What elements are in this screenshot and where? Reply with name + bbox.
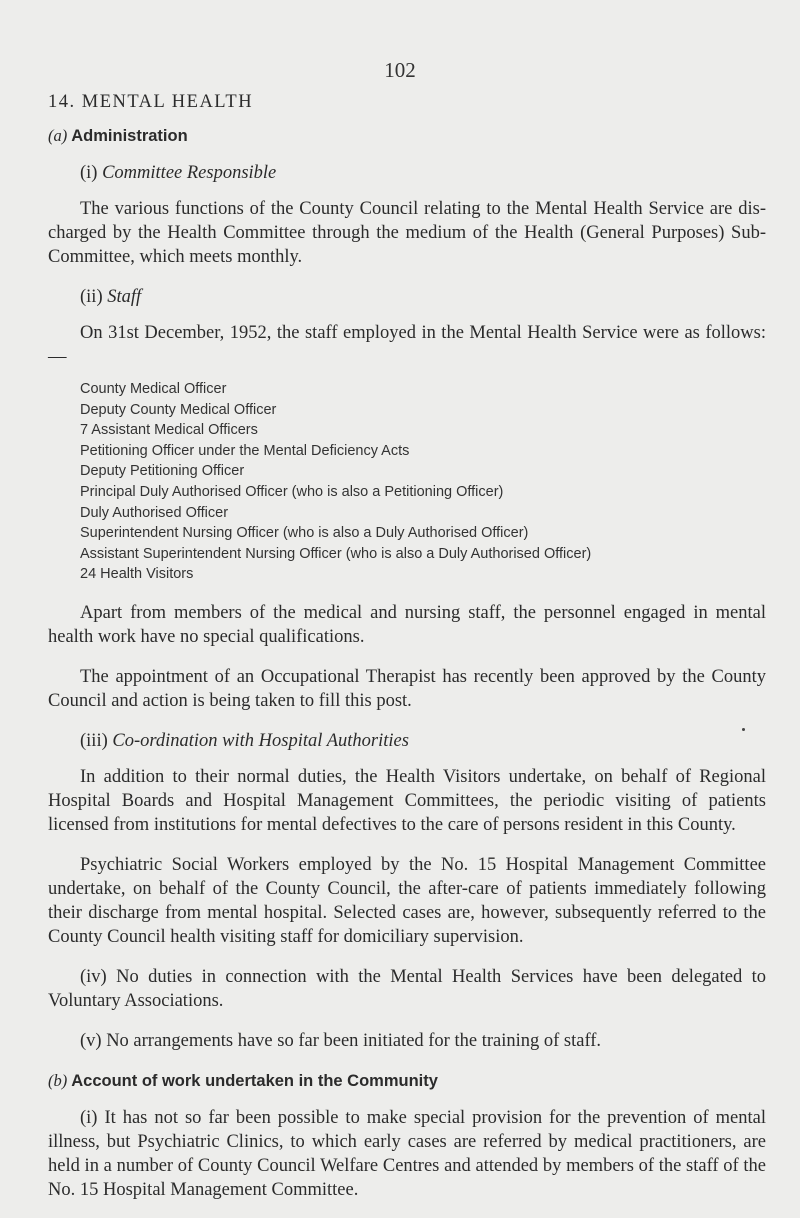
- staff-list-item: Principal Duly Authorised Officer (who is also a Petitioning Officer): [80, 483, 504, 500]
- paragraph-staff-qualifications: Apart from members of the medical and nursing staff, the personnel engaged in mental health work have no special qualifications.: [48, 602, 766, 647]
- staff-list-item: Superintendent Nursing Officer (who is also a Duly Authorised Officer): [80, 525, 529, 542]
- subsection-heading-administration: [48, 124, 766, 148]
- staff-list-item: 24 Health Visitors: [80, 566, 194, 583]
- staff-list-item: County Medical Officer: [80, 381, 227, 397]
- subsection-heading-text: Administration: [71, 127, 188, 145]
- subheading-committee: [80, 161, 766, 185]
- subheading-numeral: (i): [80, 163, 98, 183]
- subsection-letter: (a): [48, 126, 68, 145]
- staff-list-item: Duly Authorised Officer: [80, 504, 229, 521]
- staff-list-item: Deputy Petitioning Officer: [80, 463, 245, 480]
- subheading-title: Staff: [107, 287, 142, 307]
- subsection-heading-text: Account of work undertaken in the Community: [71, 1071, 438, 1090]
- subheading-numeral: (ii): [80, 287, 103, 307]
- print-speck: [742, 728, 745, 731]
- page-number: 102: [384, 58, 416, 82]
- staff-list: [80, 379, 766, 585]
- subheading-title: Co-ordination with Hospital Authorities: [112, 730, 409, 751]
- subheading-title: Committee Responsible: [102, 163, 277, 183]
- paragraph-psychiatric-social-workers: Psychiatric Social Workers employed by the No. 15 Hospital Management Committee undertake, on behalf of the County Council, the after-care of patients immediately following their discharge from mental hospital. Selected cases are, however, subsequently referred to the County Council health visiting staff for domiciliary supervision.: [48, 854, 766, 947]
- paragraph-occupational-therapist: The appointment of an Occupational Therapist has recently been approved by the County Council and action is being taken to fill this post.: [48, 666, 766, 711]
- paragraph-health-visitors: In addition to their normal duties, the Health Visitors undertake, on behalf of Regional Hospital Boards and Hospital Management Committees, the periodic visiting of patients licensed from institutions for mental defectives to the care of persons resident in this County.: [48, 766, 766, 835]
- staff-list-item: Deputy County Medical Officer: [80, 401, 277, 418]
- paragraph-training: (v) No arrangements have so far been initiated for the training of staff.: [80, 1030, 602, 1051]
- staff-list-item: Petitioning Officer under the Mental Deficiency Acts: [80, 442, 410, 459]
- subheading-staff: [80, 285, 766, 309]
- paragraph-committee: The various functions of the County Council relating to the Mental Health Service are dis-charged by the Health Committee through the medium of the Health (General Purposes) Sub-Committee, which meets monthly.: [48, 199, 766, 267]
- paragraph-staff-intro: On 31st December, 1952, the staff employed in the Mental Health Service were as follows:—: [48, 323, 766, 367]
- subheading-numeral: (iii): [80, 730, 108, 751]
- section-title: 14. MENTAL HEALTH: [48, 92, 254, 112]
- subsection-letter: (b): [48, 1070, 68, 1090]
- document-body: [48, 90, 766, 1218]
- paragraph-voluntary-associations: (iv) No duties in connection with the Mental Health Services have been delegated to Voluntary Associations.: [48, 966, 766, 1011]
- staff-list-item: 7 Assistant Medical Officers: [80, 422, 258, 439]
- staff-list-item: Assistant Superintendent Nursing Officer (who is also a Duly Authorised Officer): [80, 545, 592, 562]
- paragraph-psychiatric-clinics: (i) It has not so far been possible to make special provision for the prevention of mental illness, but Psychiatric Clinics, to which early cases are referred by medical practitioners, are held in a number of County Council Welfare Centres and attended by members of the staff of the No. 15 Hospital Management Committee.: [48, 1107, 766, 1200]
- subsection-heading-community: [48, 1069, 766, 1093]
- subheading-coordination: [80, 729, 766, 753]
